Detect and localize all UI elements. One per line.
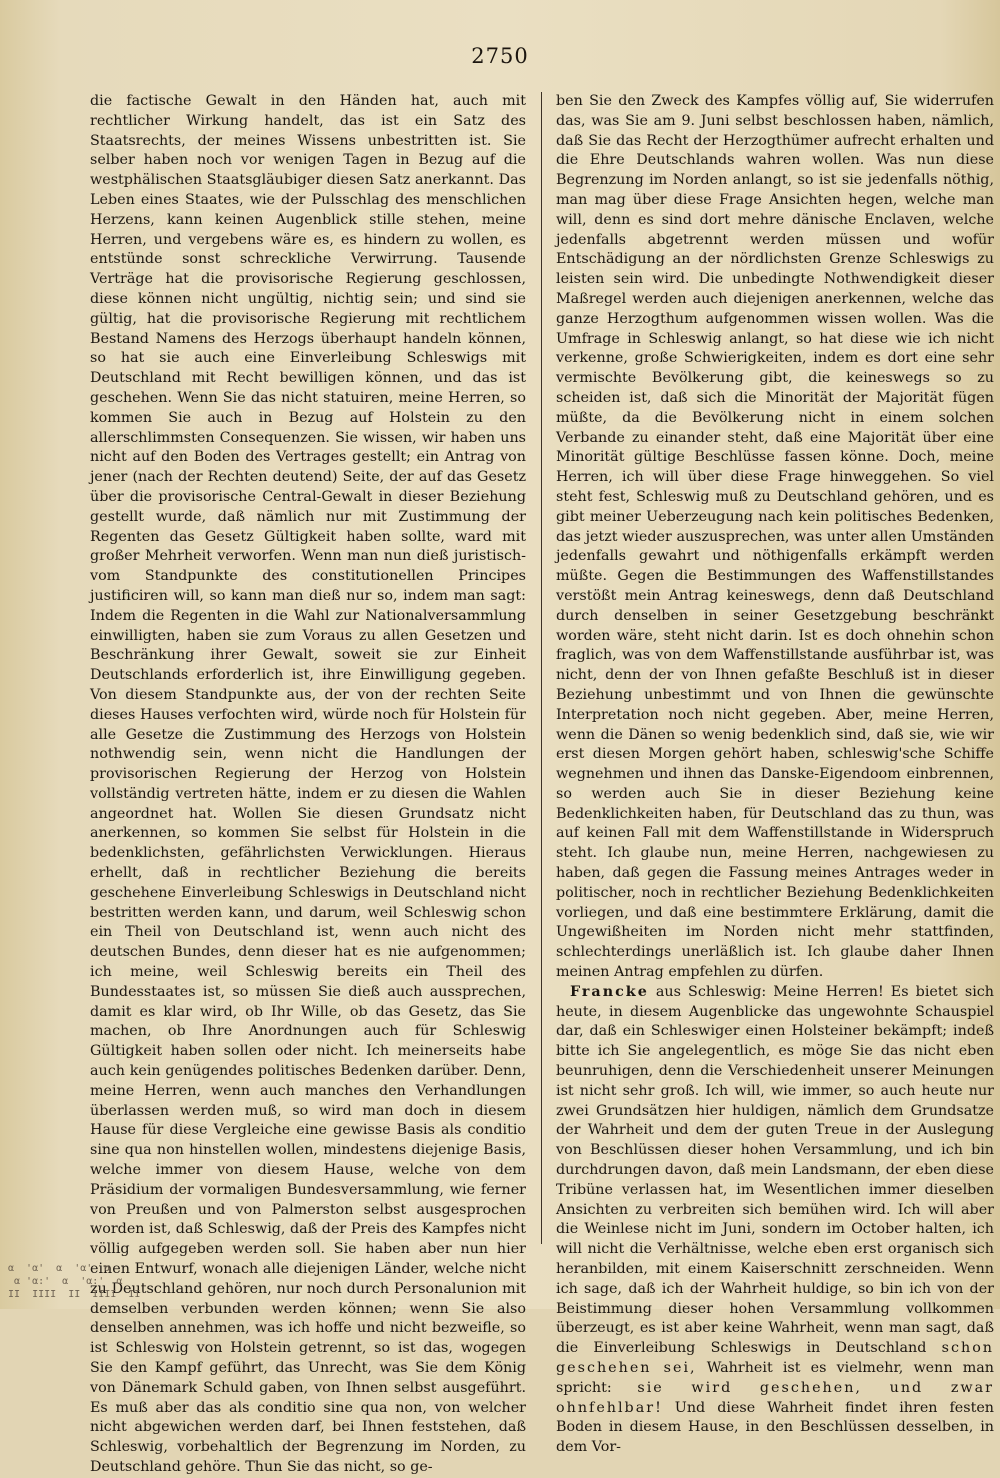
speaker-name: Francke [570,983,649,1000]
speaker-origin: aus Schleswig: [655,983,767,1000]
right-column-text-1: ben Sie den Zweck des Kampfes völlig auf, Sie widerrufen das, was Sie am 9. Juni selbst beschlossen haben, nämlich, daß Sie das Recht der Herzogthümer aufrecht erhalten und die Ehre Deutschlands wahren wollen. Was nun diese Begrenzung im Norden anlangt, so ist sie jedenfalls nöthig, man mag über diese Frage Ansichten hegen, welche man will, denn es sind dort mehre dänische Enclaven, welche jedenfalls abgetrennt werden müssen und wofür Entschädigung an der nördlichsten Grenze Schleswigs zu leisten sein wird. Die unbedingte Nothwendigkeit dieser Maßregel werden auch diejenigen anerkennen, welche das ganze Herzogthum aufgenommen wissen wollen. Was die Umfrage in Schleswig anlangt, so hat diese wie ich nicht verkenne, große Schwierigkeiten, indem es dort eine sehr vermischte Bevölkerung gibt, die keineswegs so zu scheiden ist, daß sich die Minorität der Majorität fügen müßte, da die Bevölkerung nicht in einem solchen Verbande zu einander steht, daß eine Majorität über eine Minorität gültige Beschlüsse fassen könne. Doch, meine Herren, ich will über diese Frage hinweggehen. So viel steht fest, Schleswig muß zu Deutschland gehören, und es gibt meiner Ueberzeugung nach kein politisches Bedenken, das jetzt wieder auszusprechen, was unter allen Umständen jedenfalls gewahrt und nöthigenfalls erkämpft werden müßte. Gegen die Bestimmungen des Waffenstillstandes verstößt mein Antrag keineswegs, denn daß Deutschland durch denselben in seiner Gesetzgebung beschränkt worden wäre, steht nicht darin. Ist es doch ohnehin schon fraglich, was von dem Waffenstillstande ausführbar ist, was nicht, denn der von Ihnen gefaßte Beschluß ist in dieser Beziehung unbestimmt und von Ihnen die gewünschte Interpretation noch nicht gegeben. Aber, meine Herren, wenn die Dänen so wenig bedenklich sind, daß sie, wie wir erst diesen Morgen gehört haben, schleswig'sche Schiffe wegnehmen und ihnen das Danske-Eigendoom einbrennen, so werden auch Sie in dieser Beziehung keine Bedenklichkeiten haben, für Deutschland das zu thun, was auf keinen Fall mit dem Waffenstillstande in Widerspruch steht. Ich glaube nun, meine Herren, nachgewiesen zu haben, daß gegen die Fassung meines Antrages weder in politischer, noch in rechtlicher Beziehung Bedenklichkeiten vorliegen, und daß eine bestimmtere Erklärung, damit die Ungewißheiten im Norden nicht mehr stattfinden, schlechterdings unerläßlich ist. Ich glaube daher Ihnen meinen Antrag empfehlen zu dürfen. [556,93,994,981]
spaced-emphasis-a: schon geschehen sei, [556,1340,995,1376]
column-divider [541,92,542,1244]
left-column [90,92,526,1478]
speech-paragraph [556,983,994,1458]
spaced-emphasis-b: sie wird geschehen, und zwar ohnfehlbar! [556,1379,994,1416]
page-number: 2750 [471,44,529,68]
left-column-text: die factische Gewalt in den Händen hat, auch mit rechtlicher Wirkung handelt, das ist ein Satz des Staatsrechts, der meines Wissens unbestritten ist. Sie selber haben noch vor wenigen Tagen in Bezug auf die westphälischen Staatsgläubiger diesen Satz anerkannt. Das Leben eines Staates, wie der Pulsschlag des menschlichen Herzens, kann keinen Augenblick stille stehen, meine Herren, und vergebens wäre es, es hindern zu wollen, es entstünde sonst schreckliche Verwirrung. Tausende Verträge hat die provisorische Regierung geschlossen, diese können nicht ungültig, nichtig sein; und sind sie gültig, hat die provisorische Regierung mit rechtlichem Bestand Namens des Herzogs überhaupt handeln können, so hat sie auch eine Einverleibung Schleswigs mit Deutschland mit Recht bewilligen können, und das ist geschehen. Wenn Sie das nicht statuiren, meine Herren, so kommen Sie auch in Bezug auf Holstein zu den allerschlimmsten Consequenzen. Sie wissen, wir haben uns nicht auf den Boden des Vertrages gestellt; ein Antrag von jener (nach der Rechten deutend) Seite, der auf das Gesetz über die provisorische Central-Gewalt in dieser Beziehung gestellt wurde, daß nämlich nur mit Zustimmung der Regenten das Gesetz Gültigkeit haben sollte, ward mit großer Mehrheit verworfen. Wenn man nun dieß juristisch-vom Standpunkte des constitutionellen Principes justificiren will, so kann man dieß nur so, indem man sagt: Indem die Regenten in die Wahl zur Nationalversammlung einwilligten, haben sie zum Voraus zu allen Gesetzen und Beschränkung ihrer Gewalt, soweit sie zur Einheit Deutschlands erforderlich ist, ihre Einwilligung gegeben. Von diesem Standpunkte aus, der von der rechten Seite dieses Hauses verfochten wird, würde noch für Holstein für alle Gesetze die Zustimmung des Herzogs von Holstein nothwendig sein, wenn nicht die Handlungen der provisorischen Regierung der Herzog von Holstein vollständig vertreten hätte, indem er zu diesen die Wahlen angeordnet hat. Wollen Sie diesen Grundsatz nicht anerkennen, so kommen Sie selbst für Holstein in die bedenklichsten, gefährlichsten Verwicklungen. Hieraus erhellt, daß in rechtlicher Beziehung die bereits geschehene Einverleibung Schleswigs in Deutschland nicht bestritten werden kann, und darum, weil Schleswig schon ein Theil von Deutschland ist, wenn auch nicht des deutschen Bundes, denn dieser hat es nie aufgenommen; ich meine, weil Schleswig bereits ein Theil des Bundesstaates ist, so müssen Sie dieß auch aussprechen, damit es klar wird, ob Ihr Wille, ob das Gesetz, das Sie machen, ob Ihre Anordnungen auch für Schleswig Gültigkeit haben sollen oder nicht. Ich meinerseits habe auch kein genügendes politisches Bedenken darüber. Denn, meine Herren, wenn auch manches den Verhandlungen überlassen werden muß, so wird man doch in diesem Hause für diese Vergleiche eine gewisse Basis als conditio sine qua non hinstellen wollen, mindestens diejenige Basis, welche immer von diesem Hause, welche von dem Präsidium der vormaligen Bundesversammlung, wie ferner von Preußen und von Palmerston selbst ausgesprochen worden ist, daß Schleswig, daß der Preis des Kampfes nicht völlig aufgegeben werden soll. Sie haben aber nun hier einen Entwurf, wonach alle diejenigen Länder, welche nicht zu Deutschland gehören, nur noch durch Personalunion mit demselben verbunden werden können; wenn Sie also denselben annehmen, was ich hoffe und nicht bezweifle, so ist Schleswig von Holstein getrennt, so ist das, wogegen Sie den Kampf geführt, das Unrecht, was Sie dem König von Dänemark Schuld gaben, von Ihnen selbst ausgeführt. Es muß aber das als conditio sine qua non, von welcher nicht abgewichen werden darf, bei Ihnen feststehen, daß Schleswig, vorbehaltlich der Begrenzung im Norden, zu Deutschland gehöre. Thun Sie das nicht, so ge- [90,93,526,1475]
right-column-text-2-mid: Wahrheit ist es vielmehr, wenn man spricht: [556,1360,994,1396]
right-column-text-2: Meine Herren! Es bietet sich heute, in diesem Augenblicke das ungewohnte Schauspiel dar, daß ein Schleswiger einen Holsteiner bekämpft; indeß bitte ich Sie angelegentlich, es möge Sie das nicht eben beunruhigen, denn die Verschiedenheit unserer Meinungen ist nicht sehr groß. Ich will, wie immer, so auch heute nur zwei Grundsätzen hier huldigen, nämlich dem Grundsatze der Wahrheit und dem der guten Treue in der Auslegung von Beschlüssen dieser hohen Versammlung, und ich bin durchdrungen davon, daß mein Landsmann, der eben diese Tribüne verlassen hat, im Wesentlichen immer dieselben Ansichten zu verbreiten sich bemühen wird. Ich will aber die Weinlese nicht im Juni, sondern im October halten, ich will nicht die Verhältnisse, welche eben erst organisch sich heranbilden, mit einem Kaiserschnitt zerschneiden. Wenn ich sage, daß ich der Wahrheit huldige, so bin ich von der Beistimmung dieser hohen Versammlung vollkommen überzeugt, es ist aber keine Wahrheit, wenn man sagt, daß die Einverleibung Schleswigs in Deutschland [556,983,995,1357]
right-column [556,92,994,1458]
margin-stamp: α 'α' α 'α' α α 'α:' α 'α:' α II IIII II IIII II [8,1263,141,1300]
right-column-text-2-end: Und diese Wahrheit findet ihren festen Boden in diesem Hause, in den Beschlüssen desselben, in dem Vor- [556,1399,994,1456]
